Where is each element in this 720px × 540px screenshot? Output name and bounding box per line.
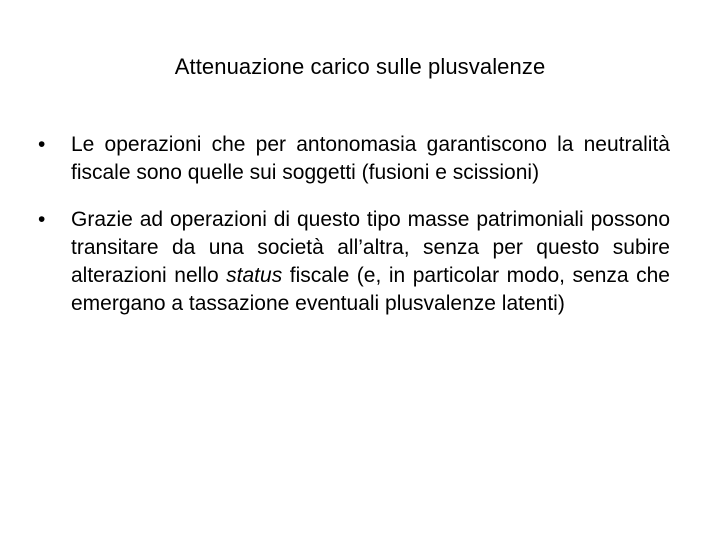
- bullet-icon: •: [38, 208, 46, 231]
- bullet-text-italic: status: [226, 264, 283, 287]
- bullet-list: [38, 131, 670, 337]
- slide-title: Attenuazione carico sulle plusvalenze: [174, 54, 546, 79]
- bullet-text: [71, 208, 670, 315]
- bullet-text-part: fiscale (e, in particolar modo, senza che emergano a tassazione eventuali plusvalenze latenti): [71, 264, 670, 315]
- bullet-icon: •: [38, 133, 46, 156]
- bullet-text-part: Grazie ad operazioni di questo tipo masse patrimoniali possono transitare da una società all’altra, senza per questo subire alterazioni nello: [71, 208, 670, 287]
- bullet-item: [38, 131, 670, 187]
- bullet-text: Le operazioni che per antonomasia garantiscono la neutralità fiscale sono quelle sui soggetti (fusioni e scissioni): [71, 133, 670, 184]
- bullet-item: [38, 206, 670, 318]
